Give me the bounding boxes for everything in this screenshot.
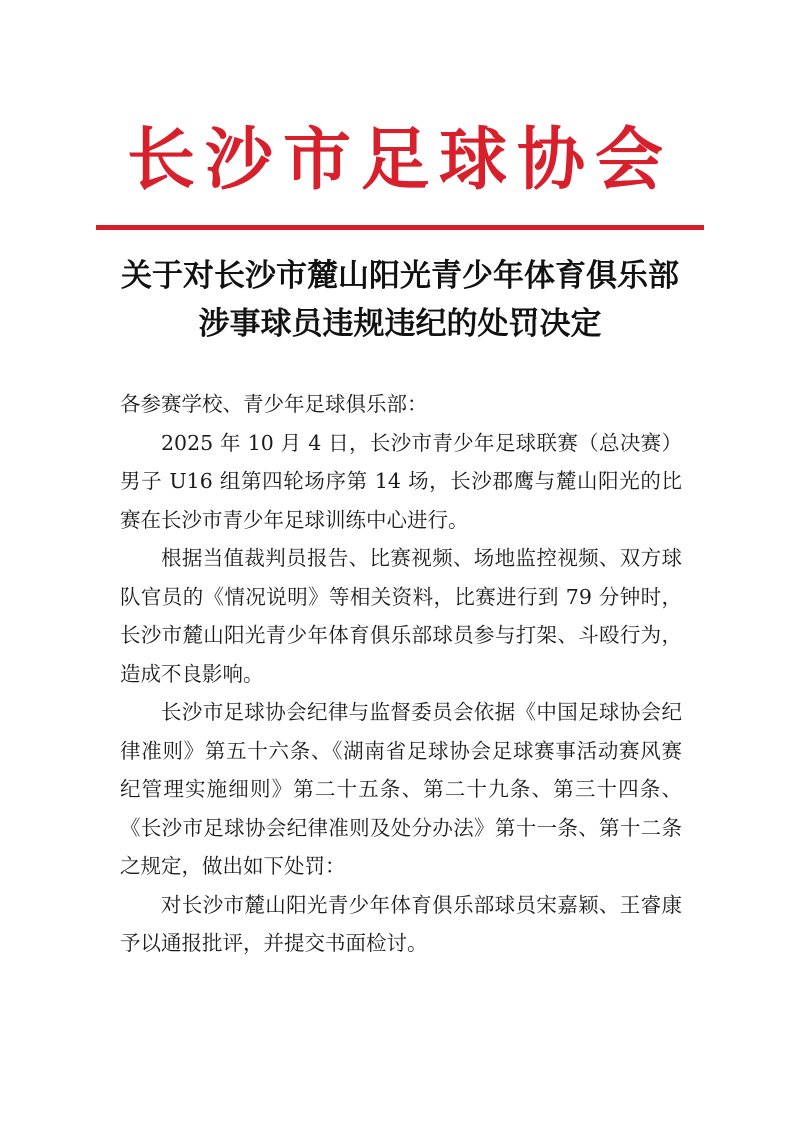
document-title-line-2: 涉事球员违规违纪的处罚决定 [198, 306, 602, 342]
paragraph-incident: 2025 年 10 月 4 日，长沙市青少年足球联赛（总决赛）男子 U16 组第四轮场序第 14 场，长沙郡鹰与麓山阳光的比赛在长沙市青少年足球训练中心进行。 [120, 430, 682, 532]
paragraph-legal-basis: 长沙市足球协会纪律与监督委员会依据《中国足球协会纪律准则》第五十六条、《湖南省足球协会足球赛事活动赛风赛纪管理实施细则》第二十五条、第二十九条、第三十四条、《长沙市足球协会纪律准则及处分办法》第十一条、第十二条之规定，做出如下处罚： [120, 700, 682, 878]
document-title-line-1: 关于对长沙市麓山阳光青少年体育俱乐部 [121, 258, 679, 294]
masthead-org-name: 长沙市足球协会 [126, 120, 673, 200]
document-title [80, 252, 720, 348]
masthead-red-rule [96, 225, 704, 230]
paragraph-findings: 根据当值裁判员报告、比赛视频、场地监控视频、双方球队官员的《情况说明》等相关资料，比赛进行到 79 分钟时，长沙市麓山阳光青少年体育俱乐部球员参与打架、斗殴行为，造成不良影响。 [120, 546, 682, 686]
document-body [120, 385, 682, 963]
salutation: 各参赛学校、青少年足球俱乐部： [120, 392, 428, 416]
paragraph-penalty: 对长沙市麓山阳光青少年体育俱乐部球员宋嘉颖、王睿康予以通报批评，并提交书面检讨。 [120, 892, 682, 955]
